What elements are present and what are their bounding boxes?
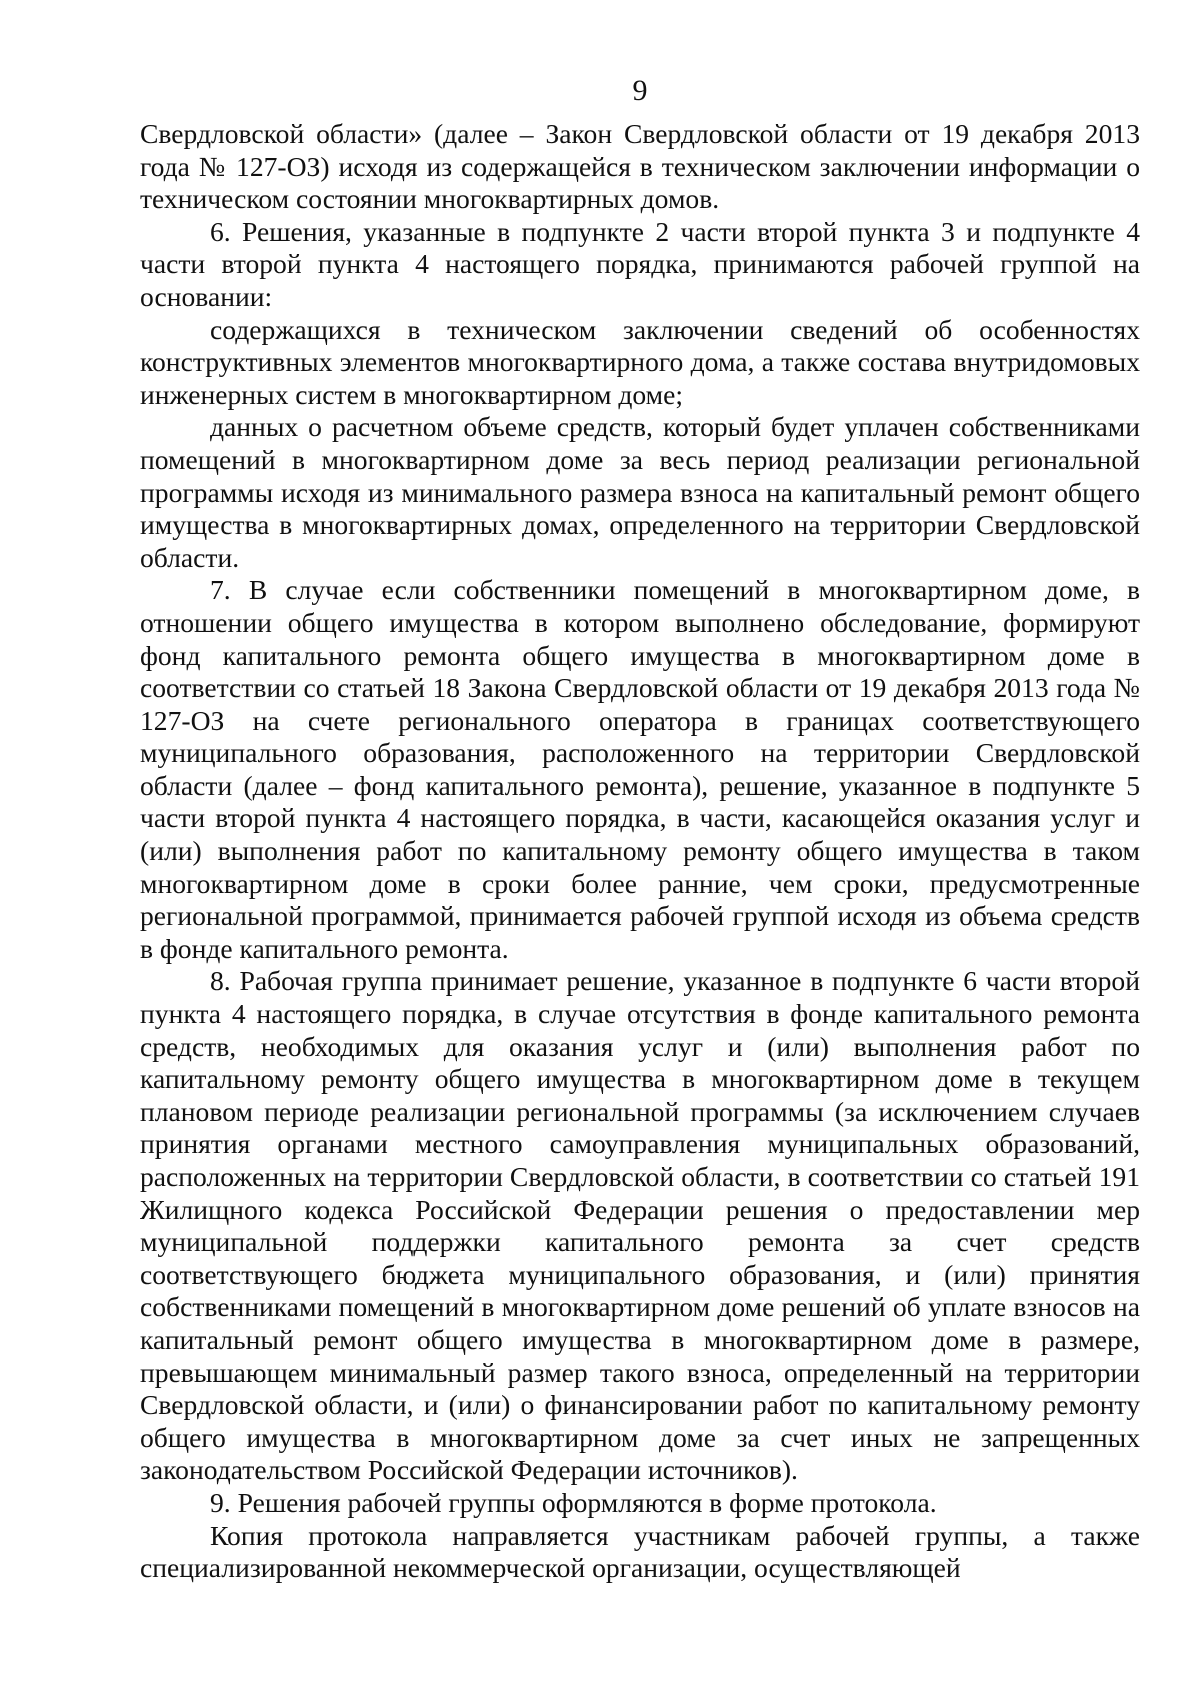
paragraph-item-8: 8. Рабочая группа принимает решение, указанное в подпункте 6 части второй пункта 4 настоящего порядка, в случае отсутствия в фонде капитального ремонта средств, необходимых для оказания услуг и (или) выполнения работ по капитальному ремонту общего имущества в многоквартирном доме в текущем плановом периоде реализации региональной программы (за исключением случаев принятия органами местного самоуправления муниципальных образований, расположенных на территории Свердловской области, в соответствии со статьей 191 Жилищного кодекса Российской Федерации решения о предоставлении мер муниципальной поддержки капитального ремонта за счет средств соответствующего бюджета муниципального образования, и (или) принятия собственниками помещений в многоквартирном доме решений об уплате взносов на капитальный ремонт общего имущества в многоквартирном доме в размере, превышающем минимальный размер такого взноса, определенный на территории Свердловской области, и (или) о финансировании работ по капитальному ремонту общего имущества в многоквартирном доме за счет иных не запрещенных законодательством Российской Федерации источников). [140,965,1140,1486]
paragraph-continuation: Свердловской области» (далее – Закон Свердловской области от 19 декабря 2013 года № 127-ОЗ) исходя из содержащейся в техническом заключении информации о техническом состоянии многоквартирных домов. [140,118,1140,215]
document-body [140,118,1140,1585]
paragraph-item-9: 9. Решения рабочей группы оформляются в форме протокола. [210,1486,937,1518]
page-number: 9 [632,74,648,107]
paragraph-item-6-basis-1: содержащихся в техническом заключении сведений об особенностях конструктивных элементов многоквартирного дома, а также состава внутридомовых инженерных систем в многоквартирном доме; [140,313,1140,410]
paragraph-item-7: 7. В случае если собственники помещений в многоквартирном доме, в отношении общего имущества в котором выполнено обследование, формируют фонд капитального ремонта общего имущества в многоквартирном доме в соответствии со статьей 18 Закона Свердловской области от 19 декабря 2013 года № 127-ОЗ на счете регионального оператора в границах соответствующего муниципального образования, расположенного на территории Свердловской области (далее – фонд капитального ремонта), решение, указанное в подпункте 5 части второй пункта 4 настоящего порядка, в части, касающейся оказания услуг и (или) выполнения работ по капитальному ремонту общего имущества в таком многоквартирном доме в сроки более ранние, чем сроки, предусмотренные региональной программой, принимается рабочей группой исходя из объема средств в фонде капитального ремонта. [140,574,1140,964]
paragraph-item-6-basis-2: данных о расчетном объеме средств, который будет уплачен собственниками помещений в многоквартирном доме за весь период реализации региональной программы исходя из минимального размера взноса на капитальный ремонт общего имущества в многоквартирных домах, определенного на территории Свердловской области. [140,411,1140,573]
paragraph-item-6: 6. Решения, указанные в подпункте 2 части второй пункта 3 и подпункте 4 части второй пункта 4 настоящего порядка, принимаются рабочей группой на основании: [140,215,1140,312]
paragraph-protocol-copy: Копия протокола направляется участникам рабочей группы, а также специализированной некоммерческой организации, осуществляющей [140,1519,1140,1584]
